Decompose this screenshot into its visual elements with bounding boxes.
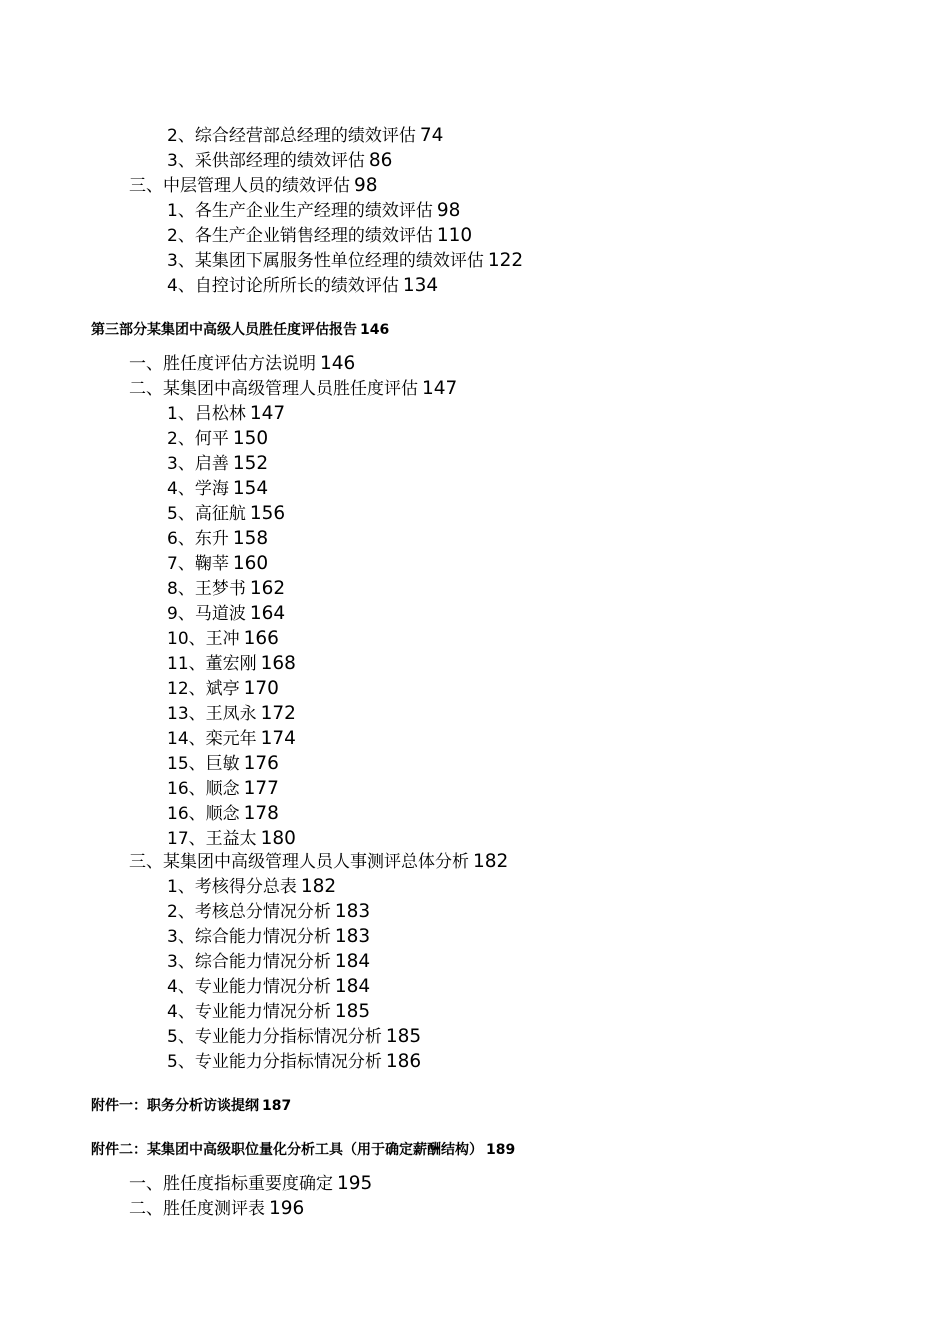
toc-entry (167, 630, 279, 649)
toc-entry (129, 380, 457, 399)
toc-entry-title: 2、综合经营部总经理的绩效评估 (167, 126, 416, 146)
toc-entry-page-number: 196 (269, 1198, 305, 1219)
toc-entry-title: 一、胜任度评估方法说明 (129, 354, 316, 374)
toc-entry (167, 455, 268, 474)
toc-entry-title: 11、董宏刚 (167, 654, 257, 674)
toc-entry-page-number: 187 (262, 1098, 292, 1114)
toc-entry-title: 3、综合能力情况分析 (167, 952, 331, 972)
toc-entry-page-number: 146 (360, 322, 390, 338)
toc-entry (167, 978, 370, 997)
toc-entry-page-number: 152 (232, 453, 269, 474)
toc-entry-title: 10、王冲 (167, 629, 240, 649)
toc-entry-title: 2、考核总分情况分析 (167, 902, 331, 922)
toc-entry-page-number: 182 (300, 876, 337, 897)
toc-entry-page-number: 150 (232, 428, 269, 449)
toc-entry-title: 3、综合能力情况分析 (167, 927, 331, 947)
toc-entry (167, 680, 279, 699)
toc-entry-page-number: 174 (260, 728, 296, 749)
toc-entry (167, 152, 392, 171)
toc-section-heading (91, 1099, 291, 1113)
toc-entry (167, 555, 268, 574)
toc-entry (167, 730, 296, 749)
toc-entry-title: 1、吕松林 (167, 404, 246, 424)
toc-entry (129, 177, 378, 196)
toc-entry-title: 三、中层管理人员的绩效评估 (129, 176, 350, 196)
toc-entry-page-number: 110 (436, 225, 473, 246)
toc-entry (167, 252, 523, 271)
toc-entry-title: 7、鞠莘 (167, 554, 229, 574)
toc-entry (167, 277, 438, 296)
toc-entry-title: 附件二：某集团中高级职位量化分析工具（用于确定薪酬结构） (91, 1142, 483, 1158)
toc-entry-page-number: 166 (243, 628, 279, 649)
toc-entry-page-number: 182 (473, 851, 509, 872)
toc-entry-title: 2、各生产企业销售经理的绩效评估 (167, 226, 433, 246)
toc-entry-title: 3、启善 (167, 454, 229, 474)
toc-entry (129, 1175, 372, 1194)
toc-entry (129, 853, 508, 872)
toc-entry-page-number: 158 (232, 528, 269, 549)
toc-entry (167, 903, 370, 922)
toc-entry-page-number: 147 (422, 378, 458, 399)
toc-entry-title: 16、顺念 (167, 804, 240, 824)
toc-entry (167, 227, 472, 246)
toc-section-heading (91, 323, 389, 337)
toc-entry-page-number: 146 (320, 353, 356, 374)
toc-entry-page-number: 185 (385, 1026, 422, 1047)
toc-entry-title: 3、某集团下属服务性单位经理的绩效评估 (167, 251, 484, 271)
toc-entry-page-number: 180 (260, 828, 296, 849)
toc-entry-title: 三、某集团中高级管理人员人事测评总体分析 (129, 852, 469, 872)
toc-entry-page-number: 184 (334, 976, 371, 997)
toc-entry-title: 二、某集团中高级管理人员胜任度评估 (129, 379, 418, 399)
toc-entry-title: 2、何平 (167, 429, 229, 449)
toc-entry (167, 805, 279, 824)
toc-entry (167, 202, 460, 221)
toc-entry-title: 5、高征航 (167, 504, 246, 524)
toc-entry (167, 405, 285, 424)
toc-entry-title: 第三部分某集团中高级人员胜任度评估报告 (91, 322, 357, 338)
toc-entry-page-number: 183 (334, 926, 371, 947)
toc-entry-title: 9、马道波 (167, 604, 246, 624)
toc-entry (167, 780, 279, 799)
toc-entry-page-number: 178 (243, 803, 279, 824)
toc-entry-title: 4、学海 (167, 479, 229, 499)
toc-entry-page-number: 195 (337, 1173, 373, 1194)
toc-entry-page-number: 160 (232, 553, 269, 574)
toc-entry-title: 二、胜任度测评表 (129, 1199, 265, 1219)
toc-entry-title: 1、考核得分总表 (167, 877, 297, 897)
toc-entry (167, 705, 296, 724)
toc-entry-title: 5、专业能力分指标情况分析 (167, 1027, 382, 1047)
toc-entry (167, 530, 268, 549)
toc-entry-title: 5、专业能力分指标情况分析 (167, 1052, 382, 1072)
toc-entry-page-number: 183 (334, 901, 371, 922)
toc-entry-title: 6、东升 (167, 529, 229, 549)
toc-entry (167, 430, 268, 449)
toc-entry (167, 755, 279, 774)
toc-entry-page-number: 154 (232, 478, 269, 499)
toc-section-heading (91, 1143, 515, 1157)
toc-entry (129, 1200, 304, 1219)
toc-entry-page-number: 189 (486, 1142, 516, 1158)
toc-entry (167, 605, 285, 624)
toc-entry-title: 一、胜任度指标重要度确定 (129, 1174, 333, 1194)
toc-entry-title: 3、采供部经理的绩效评估 (167, 151, 365, 171)
toc-entry-page-number: 134 (402, 275, 439, 296)
toc-entry (167, 1028, 421, 1047)
toc-entry-title: 12、斌亭 (167, 679, 240, 699)
toc-entry (167, 1003, 370, 1022)
toc-entry-title: 4、自控讨论所所长的绩效评估 (167, 276, 399, 296)
toc-entry-page-number: 170 (243, 678, 279, 699)
toc-entry-page-number: 98 (354, 175, 378, 196)
toc-entry-title: 14、栾元年 (167, 729, 257, 749)
toc-entry-page-number: 162 (249, 578, 286, 599)
toc-entry-page-number: 156 (249, 503, 286, 524)
toc-entry (167, 505, 285, 524)
toc-entry-page-number: 184 (334, 951, 371, 972)
toc-entry-title: 13、王凤永 (167, 704, 257, 724)
toc-entry (129, 355, 355, 374)
toc-entry-page-number: 168 (260, 653, 296, 674)
toc-entry (167, 878, 336, 897)
toc-entry-title: 4、专业能力情况分析 (167, 977, 331, 997)
toc-entry (167, 1053, 421, 1072)
toc-entry-title: 1、各生产企业生产经理的绩效评估 (167, 201, 433, 221)
toc-entry-page-number: 98 (436, 200, 461, 221)
toc-entry-page-number: 86 (368, 150, 393, 171)
toc-entry (167, 953, 370, 972)
toc-entry-page-number: 122 (487, 250, 524, 271)
toc-entry-page-number: 164 (249, 603, 286, 624)
toc-entry-title: 4、专业能力情况分析 (167, 1002, 331, 1022)
toc-entry-page-number: 186 (385, 1051, 422, 1072)
toc-entry-page-number: 177 (243, 778, 279, 799)
toc-entry-title: 15、巨敏 (167, 754, 240, 774)
toc-entry (167, 127, 443, 146)
toc-entry-page-number: 176 (243, 753, 279, 774)
toc-entry (167, 655, 296, 674)
toc-entry-title: 17、王益太 (167, 829, 257, 849)
toc-entry-title: 8、王梦书 (167, 579, 246, 599)
toc-entry-page-number: 147 (249, 403, 286, 424)
toc-entry-title: 附件一：职务分析访谈提纲 (91, 1098, 259, 1114)
toc-entry (167, 480, 268, 499)
toc-entry-page-number: 172 (260, 703, 296, 724)
toc-entry-title: 16、顺念 (167, 779, 240, 799)
toc-entry (167, 830, 296, 849)
toc-entry (167, 928, 370, 947)
toc-entry (167, 580, 285, 599)
toc-entry-page-number: 185 (334, 1001, 371, 1022)
toc-entry-page-number: 74 (419, 125, 444, 146)
